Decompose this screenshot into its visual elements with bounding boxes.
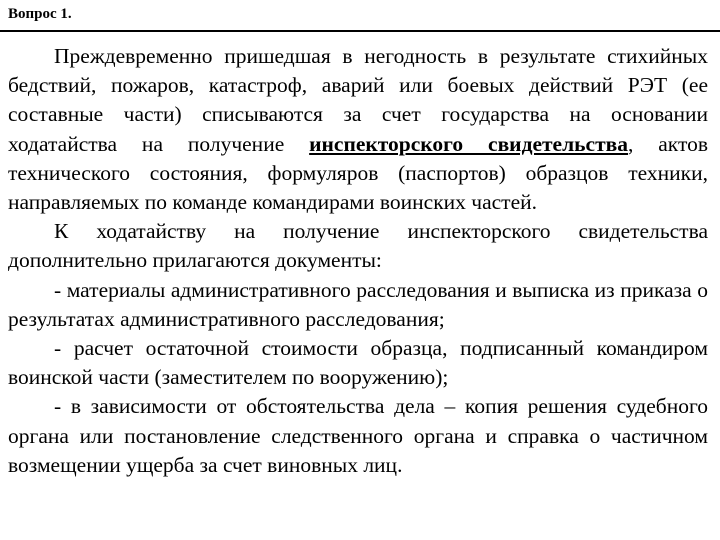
inspector-certificate-term: инспекторского свидетельства <box>309 131 628 156</box>
paragraph-write-off-end: , актов технического состояния, формуляров (паспортов) образцов техники, направляемых по команде командирами воинских частей. <box>8 131 708 215</box>
list-item-court-decision: - в зависимости от обстоятельства дела – копия решения судебного органа или постановление следственного органа и справка о частичном возмещении ущерба за счет виновных лиц. <box>8 394 708 477</box>
document-body <box>8 42 708 480</box>
paragraph-write-off <box>8 42 708 217</box>
question-heading: Вопрос 1. <box>8 6 72 22</box>
list-item-residual-value: - расчет остаточной стоимости образца, подписанный командиром воинской части (заместителем по вооружению); <box>8 336 708 390</box>
paragraph-write-off-start: Преждевременно пришедшая в негодность в результате стихийных бедствий, пожаров, катастроф, аварий или боевых действий РЭТ (ее составные части) списываются за счет государства на основании ходатайства на получение <box>8 44 708 156</box>
list-item-investigation-materials: - материалы административного расследования и выписка из приказа о результатах административного расследования; <box>8 277 708 331</box>
heading-divider <box>0 30 720 32</box>
paragraph-attached-documents: К ходатайству на получение инспекторского свидетельства дополнительно прилагаются документы: <box>8 219 708 273</box>
